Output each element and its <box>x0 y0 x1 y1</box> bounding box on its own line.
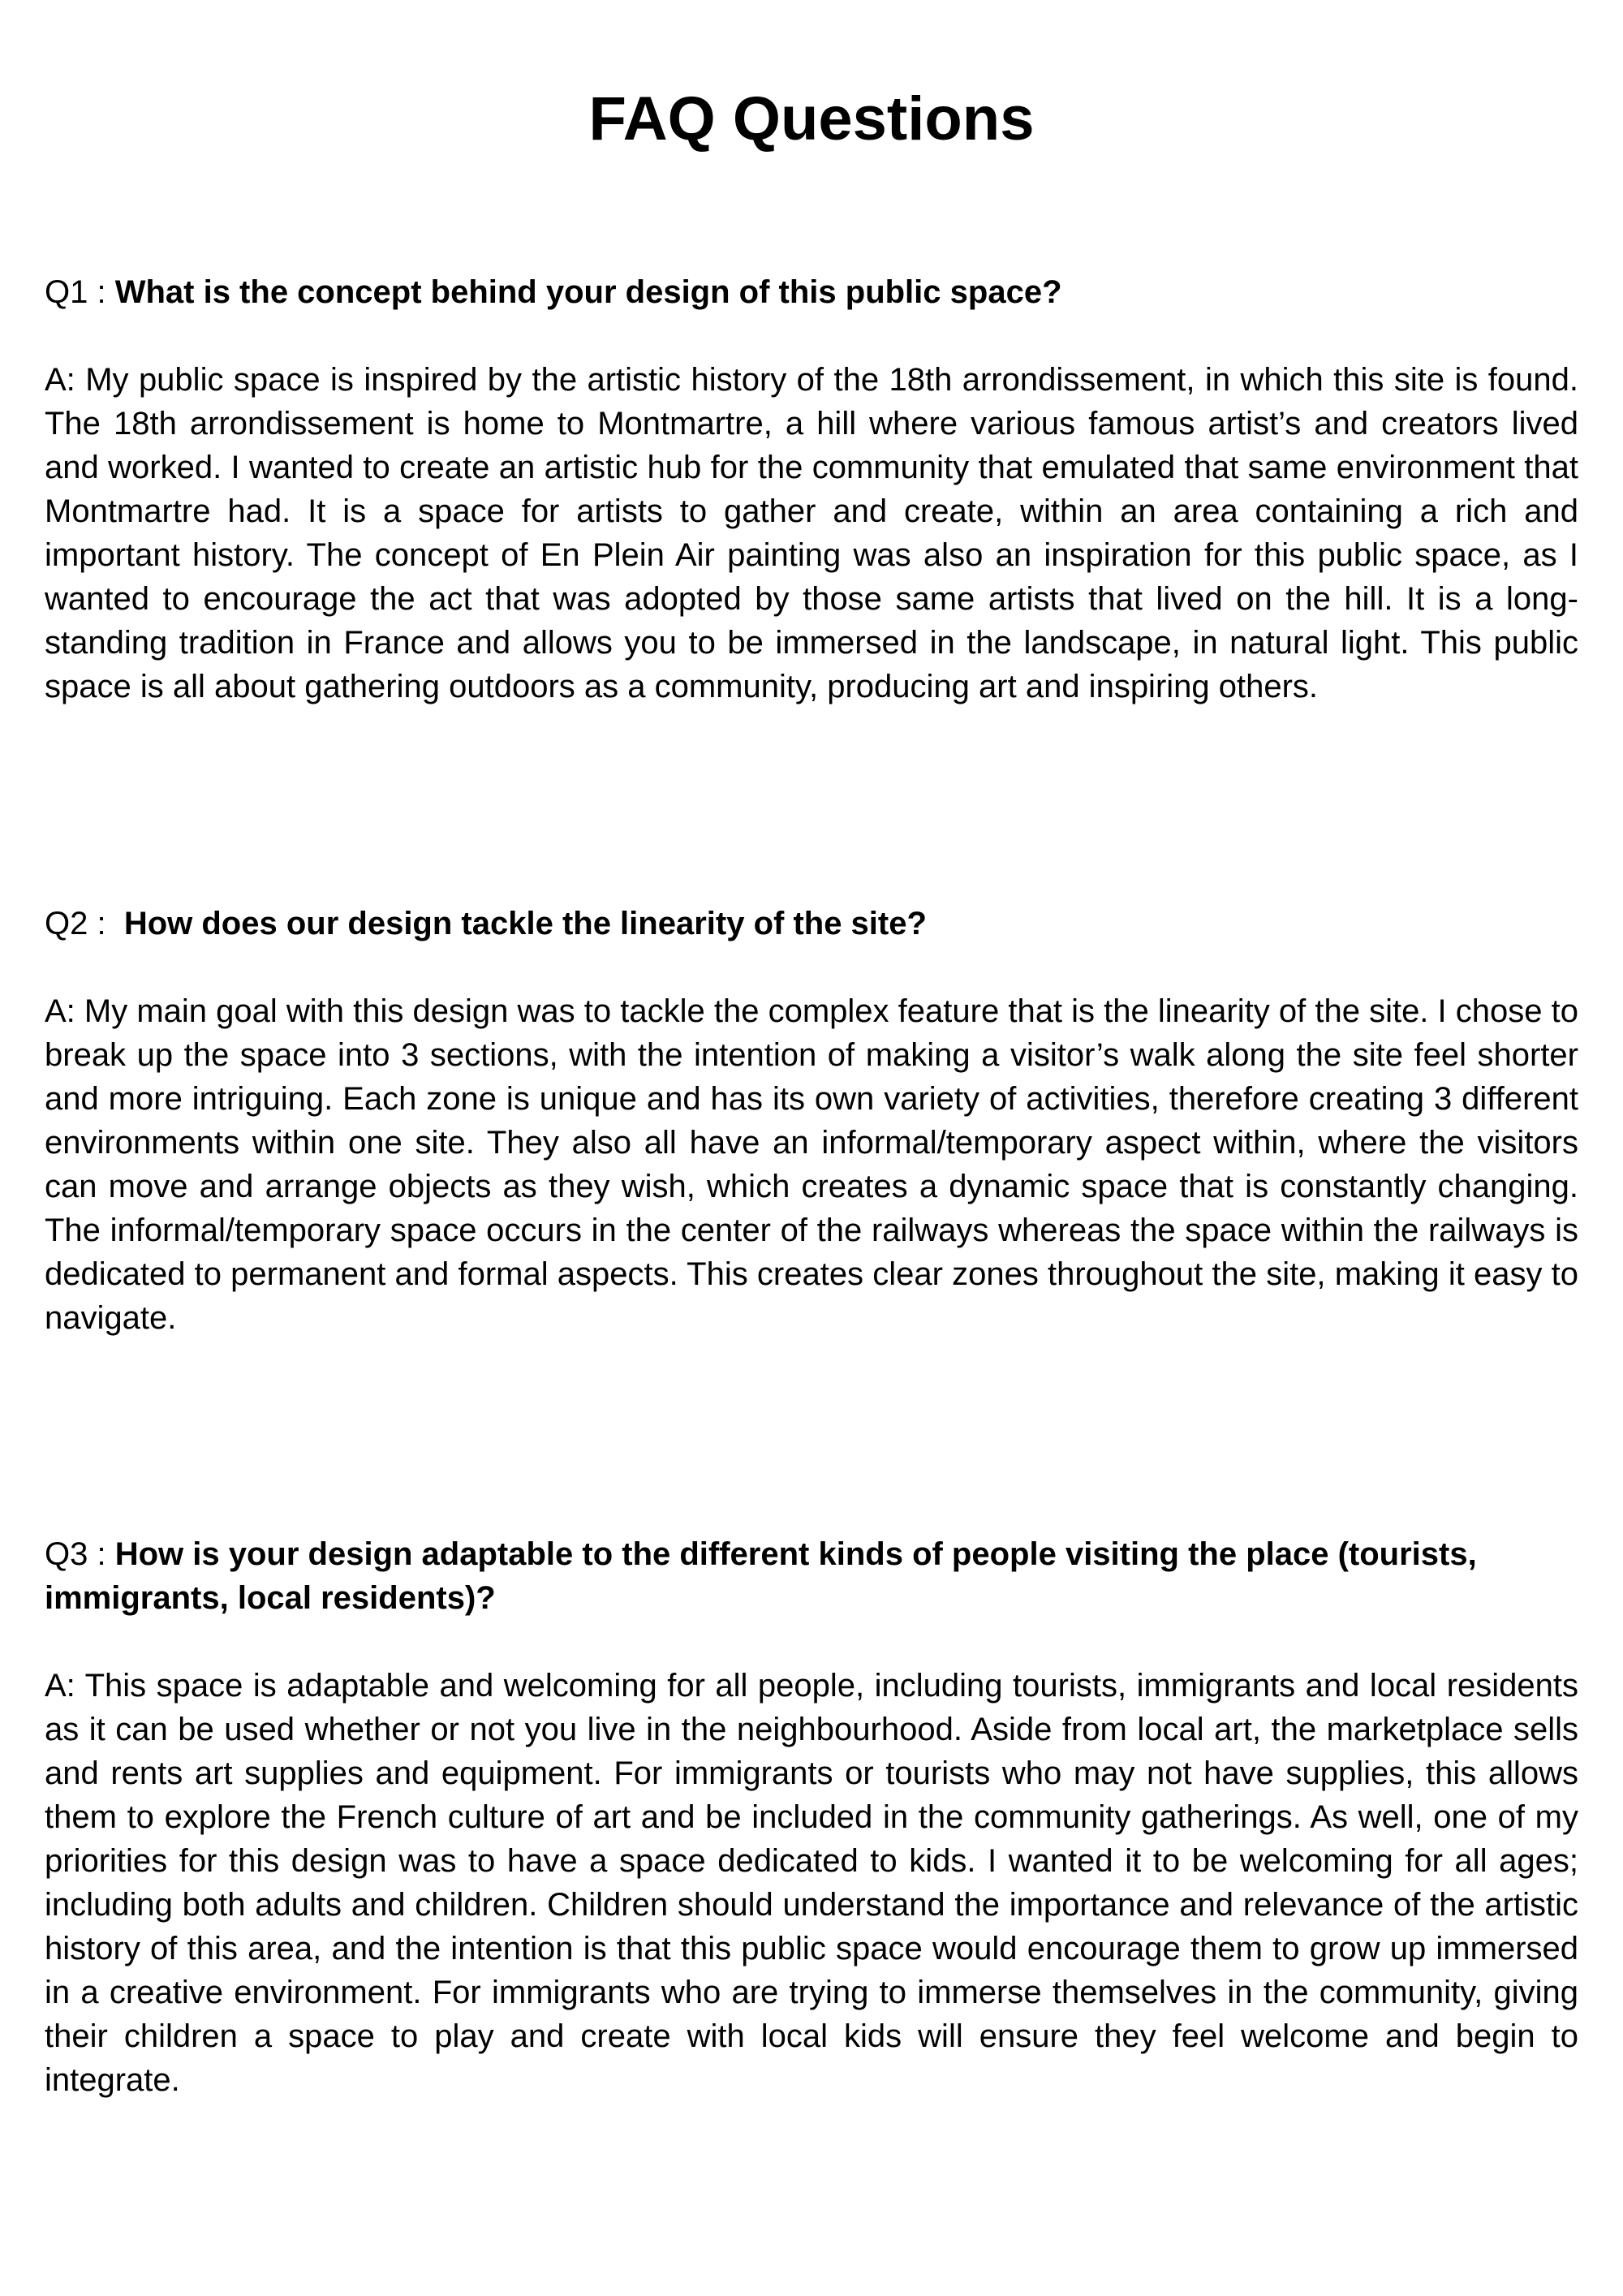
question-text: How does our design tackle the linearity of the site? <box>123 906 927 941</box>
question-text: How is your design adaptable to the different kinds of people visiting the place (tourists, immigrants, local residents)? <box>45 1536 1477 1616</box>
question-number: Q2 : <box>45 906 106 941</box>
question-number: Q3 : <box>45 1536 106 1572</box>
faq-answer: A: My main goal with this design was to tackle the complex feature that is the linearity of the site. I chose to break up the space into 3 sections, with the intention of making a visitor’s walk along the site feel shorter and more intriguing. Each zone is unique and has its own variety of activities, therefore creating 3 different environments within one site. They also all have an informal/temporary aspect within, where the visitors can move and arrange objects as they wish, which creates a dynamic space that is constantly changing. The informal/temporary space occurs in the center of the railways whereas the space within the railways is dedicated to permanent and formal aspects. This creates clear zones throughout the site, making it easy to navigate. <box>45 993 1578 1336</box>
question-text: What is the concept behind your design of this public space? <box>114 274 1062 310</box>
faq-item-1 <box>45 270 1578 709</box>
faq-question <box>45 902 1578 946</box>
faq-item-2 <box>45 902 1578 1340</box>
faq-answer: A: My public space is inspired by the artistic history of the 18th arrondissement, in which this site is found. The 18th arrondissement is home to Montmartre, a hill where various famous artist’s and creators lived and worked. I wanted to create an artistic hub for the community that emulated that same environment that Montmartre had. It is a space for artists to gather and create, within an area containing a rich and important history. The concept of En Plein Air painting was also an inspiration for this public space, as I wanted to encourage the act that was adopted by those same artists that lived on the hill. It is a long-standing tradition in France and allows you to be immersed in the landscape, in natural light. This public space is all about gathering outdoors as a community, producing art and inspiring others. <box>45 362 1578 704</box>
faq-item-3 <box>45 1532 1578 2102</box>
page-title: FAQ Questions <box>588 84 1035 153</box>
faq-question <box>45 270 1578 314</box>
faq-question <box>45 1532 1578 1620</box>
question-number: Q1 : <box>45 274 106 310</box>
faq-answer: A: This space is adaptable and welcoming for all people, including tourists, immigrants and local residents as it can be used whether or not you live in the neighbourhood. Aside from local art, the marketplace sells and rents art supplies and equipment. For immigrants or tourists who may not have supplies, this allows them to explore the French culture of art and be included in the community gatherings. As well, one of my priorities for this design was to have a space dedicated to kids. I wanted it to be welcoming for all ages; including both adults and children. Children should understand the importance and relevance of the artistic history of this area, and the intention is that this public space would encourage them to grow up immersed in a creative environment. For immigrants who are trying to immerse themselves in the community, giving their children a space to play and create with local kids will ensure they feel welcome and begin to integrate. <box>45 1668 1578 2098</box>
